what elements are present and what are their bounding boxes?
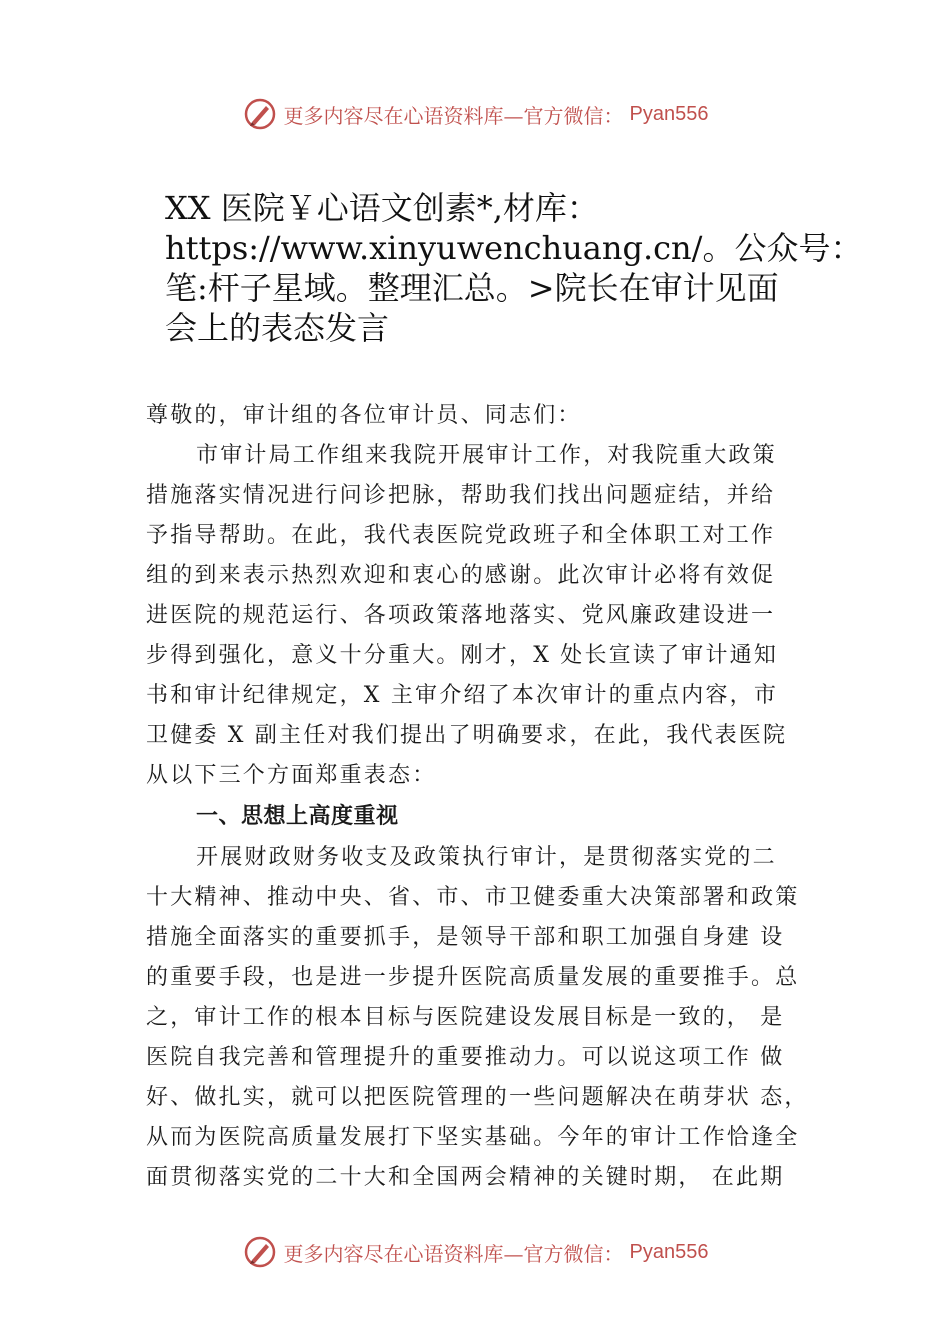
paragraph-line: 面贯彻落实党的二十大和全国两会精神的关键时期， 在此期 [146, 1165, 785, 1190]
paragraph-line: 进医院的规范运行、各项政策落地落实、党风廉政建设进一 [146, 603, 776, 628]
paragraph-line: 医院自我完善和管理提升的重要推动力。可以说这项工作 做 [146, 1045, 785, 1070]
paragraph-line: 从而为医院高质量发展打下坚实基础。今年的审计工作恰逢全 [146, 1125, 800, 1150]
document-title [165, 188, 885, 348]
paragraph-line: 的重要手段，也是进一步提升医院高质量发展的重要推手。总 [146, 965, 800, 990]
header-banner [0, 94, 950, 134]
paragraph-line: 卫健委 X 副主任对我们提出了明确要求，在此，我代表医院 [146, 723, 788, 748]
paragraph-line: 书和审计纪律规定，X 主审介绍了本次审计的重点内容，市 [146, 683, 779, 708]
paragraph-line: 予指导帮助。在此，我代表医院党政班子和全体职工对工作 [146, 523, 776, 548]
pen-logo-icon [242, 1234, 278, 1270]
salutation: 尊敬的，审计组的各位审计员、同志们： [146, 403, 582, 428]
banner-wechat-id: Pyan556 [629, 1240, 709, 1263]
paragraph-line: 十大精神、推动中央、省、市、市卫健委重大决策部署和政策 [146, 885, 800, 910]
footer-banner [0, 1232, 950, 1272]
banner-text: 更多内容尽在心语资料库—官方微信： [283, 103, 624, 128]
paragraph-line: 组的到来表示热烈欢迎和衷心的感谢。此次审计必将有效促 [146, 563, 776, 588]
paragraph-line: 步得到强化，意义十分重大。刚才，X 处长宣读了审计通知 [146, 643, 779, 668]
paragraph-line: 开展财政财务收支及政策执行审计，是贯彻落实党的二 [196, 845, 777, 870]
title-line: https://www.xinyuwenchuang.cn/。公众号： [165, 229, 863, 267]
title-line: XX 医院￥心语文创素*,材库： [165, 189, 599, 227]
title-line: 会上的表态发言 [165, 309, 390, 347]
paragraph-line: 措施落实情况进行问诊把脉，帮助我们找出问题症结，并给 [146, 483, 776, 508]
paragraph-line: 从以下三个方面郑重表态： [146, 763, 437, 788]
banner-wechat-id: Pyan556 [629, 102, 709, 125]
section-heading: 一、思想上高度重视 [196, 804, 399, 829]
pen-logo-icon [242, 96, 278, 132]
paragraph-line: 之，审计工作的根本目标与医院建设发展目标是一致的， 是 [146, 1005, 785, 1030]
title-line: 笔:杆子星域。整理汇总。>院长在审计见面 [165, 269, 779, 307]
paragraph-line: 措施全面落实的重要抓手，是领导干部和职工加强自身建 设 [146, 925, 785, 950]
paragraph-line: 好、做扎实，就可以把医院管理的一些问题解决在萌芽状 态， [146, 1085, 809, 1110]
paragraph-line: 市审计局工作组来我院开展审计工作，对我院重大政策 [196, 443, 777, 468]
document-body [146, 396, 836, 1198]
banner-text: 更多内容尽在心语资料库—官方微信： [283, 1241, 624, 1266]
